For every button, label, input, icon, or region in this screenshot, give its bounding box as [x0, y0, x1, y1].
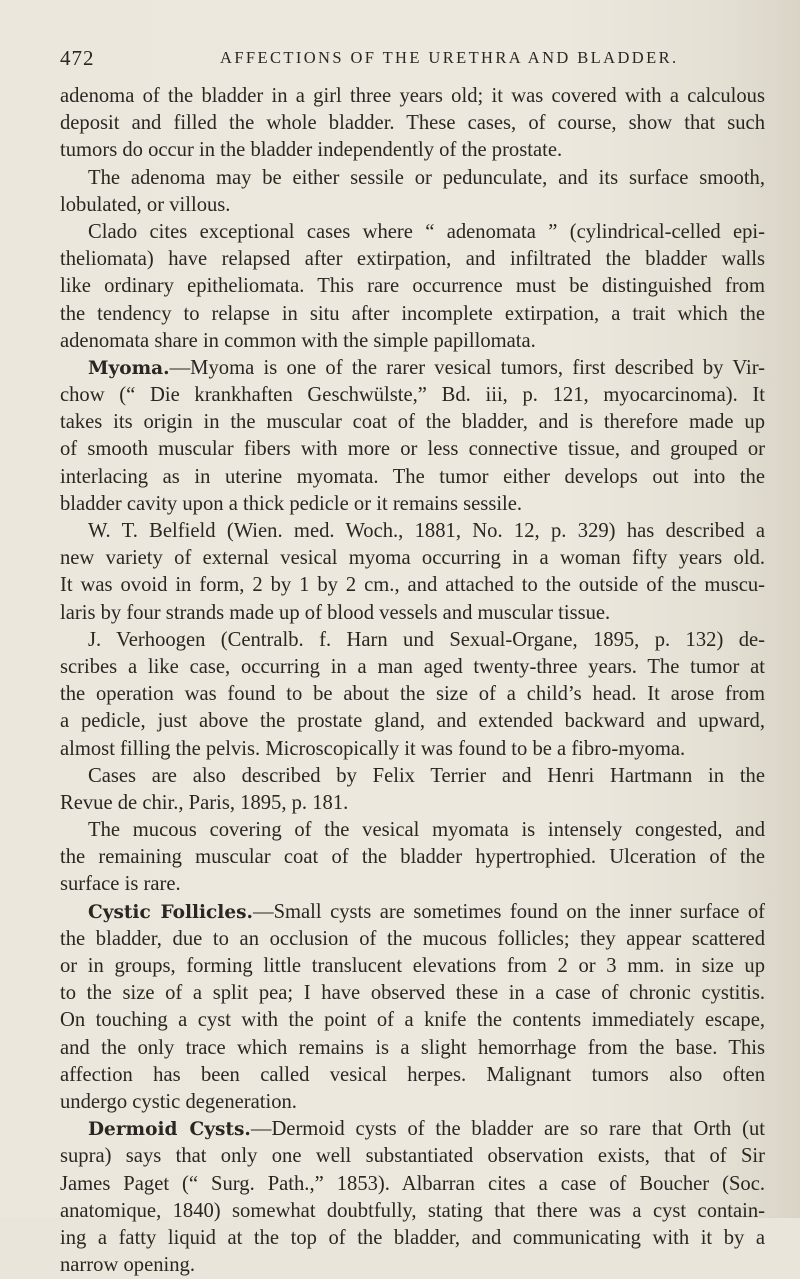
text-line: [60, 926, 765, 953]
text-line: [60, 165, 765, 192]
line-text: scribes a like case, occurring in a man aged twenty-three years. The tumor at: [60, 655, 765, 678]
line-text: tumors do occur in the bladder independently of the prostate.: [60, 139, 563, 162]
text-line: [60, 273, 765, 300]
line-text: undergo cystic degeneration.: [60, 1090, 297, 1113]
text-line: [60, 572, 765, 599]
paragraph: [60, 165, 765, 219]
text-line: [60, 192, 765, 219]
line-text: anatomique, 1840) somewhat doubtfully, stating that there was a cyst contain-: [60, 1199, 765, 1222]
text-line: [60, 1062, 765, 1089]
text-line: [60, 355, 765, 382]
text-line: [60, 763, 765, 790]
page-header: [60, 46, 760, 72]
line-text: supra) says that only one well substantiated observation exists, that of Sir: [60, 1145, 765, 1168]
paragraph: [60, 518, 765, 627]
paragraph: [60, 763, 765, 817]
paragraph: [60, 817, 765, 899]
line-text: adenomata share in common with the simple papillomata.: [60, 329, 536, 352]
line-text: almost filling the pelvis. Microscopically it was found to be a fibro-myoma.: [60, 737, 686, 760]
line-text: On touching a cyst with the point of a knife the contents immediately escape,: [60, 1009, 765, 1032]
section-heading: Cystic Follicles.: [88, 901, 253, 923]
text-line: [60, 600, 765, 627]
line-text: surface is rare.: [60, 873, 181, 896]
line-text: takes its origin in the muscular coat of the bladder, and is therefore made up: [60, 411, 765, 434]
line-text: ing a fatty liquid at the top of the bladder, and communicating with it by a: [60, 1226, 765, 1249]
text-line: [60, 681, 765, 708]
text-line: [60, 871, 765, 898]
line-text: a pedicle, just above the prostate gland, and extended backward and upward,: [60, 710, 765, 733]
text-line: [60, 409, 765, 436]
line-text: Revue de chir., Paris, 1895, p. 181.: [60, 791, 349, 814]
line-text: narrow opening.: [60, 1254, 195, 1277]
page-number: 472: [60, 46, 95, 70]
line-text: of smooth muscular fibers with more or less connective tissue, and grouped or: [60, 438, 765, 461]
line-text: laris by four strands made up of blood vessels and muscular tissue.: [60, 601, 611, 624]
text-line: [60, 627, 765, 654]
line-text: new variety of external vesical myoma occurring in a woman fifty years old.: [60, 547, 765, 570]
text-line: [60, 654, 765, 681]
text-line: [60, 1007, 765, 1034]
line-text: —Small cysts are sometimes found on the inner surface of: [252, 900, 765, 923]
line-text: —Myoma is one of the rarer vesical tumors, first described by Vir-: [169, 356, 765, 379]
line-text: to the size of a split pea; I have observed these in a case of chronic cystitis.: [60, 982, 765, 1005]
text-line: [60, 110, 765, 137]
line-text: Cases are also described by Felix Terrier and Henri Hartmann in the: [88, 764, 765, 787]
text-line: [60, 736, 765, 763]
line-text: the tendency to relapse in situ after incomplete extirpation, a trait which the: [60, 302, 765, 325]
line-text: and the only trace which remains is a slight hemorrhage from the base. This: [60, 1036, 765, 1059]
text-line: [60, 1225, 765, 1252]
text-line: [60, 246, 765, 273]
line-text: interlacing as in uterine myomata. The tumor either develops out into the: [60, 465, 765, 488]
text-line: [60, 382, 765, 409]
paragraph: [60, 83, 765, 165]
text-line: [60, 844, 765, 871]
text-line: [60, 817, 765, 844]
text-line: [60, 464, 765, 491]
text-line: [60, 328, 765, 355]
text-line: [60, 790, 765, 817]
line-text: lobulated, or villous.: [60, 193, 231, 216]
line-text: deposit and filled the whole bladder. These cases, of course, show that such: [60, 112, 765, 135]
text-line: [60, 137, 765, 164]
text-line: [60, 980, 765, 1007]
line-text: W. T. Belfield (Wien. med. Woch., 1881, No. 12, p. 329) has described a: [88, 520, 765, 542]
text-line: [60, 953, 765, 980]
text-line: [60, 1198, 765, 1225]
line-text: It was ovoid in form, 2 by 1 by 2 cm., and attached to the outside of the muscu-: [60, 574, 765, 597]
line-text: bladder cavity upon a thick pedicle or it remains sessile.: [60, 492, 523, 515]
text-line: [60, 83, 765, 110]
line-text: the operation was found to be about the size of a child’s head. It arose from: [60, 683, 765, 706]
text-line: [60, 545, 765, 572]
line-text: the remaining muscular coat of the bladder hypertrophied. Ulceration of the: [60, 846, 765, 869]
paragraph: [60, 1116, 765, 1279]
body-text: [60, 83, 765, 1279]
section-heading: Myoma.: [88, 357, 170, 379]
line-text: chow (“ Die krankhaften Geschwülste,” Bd. iii, p. 121, myocarcinoma). It: [60, 384, 765, 407]
text-line: [60, 1171, 765, 1198]
paragraph: [60, 627, 765, 763]
line-text: The mucous covering of the vesical myomata is intensely congested, and: [88, 819, 765, 842]
text-line: [60, 1116, 765, 1143]
text-line: [60, 436, 765, 463]
line-text: James Paget (“ Surg. Path.,” 1853). Albarran cites a case of Boucher (Soc.: [60, 1172, 765, 1195]
line-text: adenoma of the bladder in a girl three years old; it was covered with a calculous: [60, 85, 765, 107]
line-text: theliomata) have relapsed after extirpation, and infiltrated the bladder walls: [60, 248, 765, 271]
text-line: [60, 1089, 765, 1116]
line-text: the bladder, due to an occlusion of the mucous follicles; they appear scattered: [60, 927, 765, 950]
paragraph: [60, 899, 765, 1117]
line-text: J. Verhoogen (Centralb. f. Harn und Sexual-Organe, 1895, p. 132) de-: [88, 628, 765, 651]
line-text: or in groups, forming little translucent elevations from 2 or 3 mm. in size up: [60, 955, 765, 977]
text-line: [60, 301, 765, 328]
text-line: [60, 708, 765, 735]
running-title: AFFECTIONS OF THE URETHRA AND BLADDER.: [220, 48, 679, 67]
text-line: [60, 491, 765, 518]
line-text: affection has been called vesical herpes. Malignant tumors also often: [60, 1063, 765, 1086]
text-line: [60, 1035, 765, 1062]
paragraph: [60, 355, 765, 518]
line-text: Clado cites exceptional cases where “ adenomata ” (cylindrical-celled epi-: [88, 220, 765, 243]
text-line: [60, 1143, 765, 1170]
text-line: [60, 899, 765, 926]
section-heading: Dermoid Cysts.: [88, 1119, 251, 1141]
text-line: [60, 219, 765, 246]
line-text: —Dermoid cysts of the bladder are so rare that Orth (ut: [250, 1118, 765, 1141]
paragraph: [60, 219, 765, 355]
line-text: like ordinary epitheliomata. This rare occurrence must be distinguished from: [60, 275, 765, 298]
text-line: [60, 1252, 765, 1279]
line-text: The adenoma may be either sessile or pedunculate, and its surface smooth,: [88, 166, 765, 189]
text-line: [60, 518, 765, 545]
